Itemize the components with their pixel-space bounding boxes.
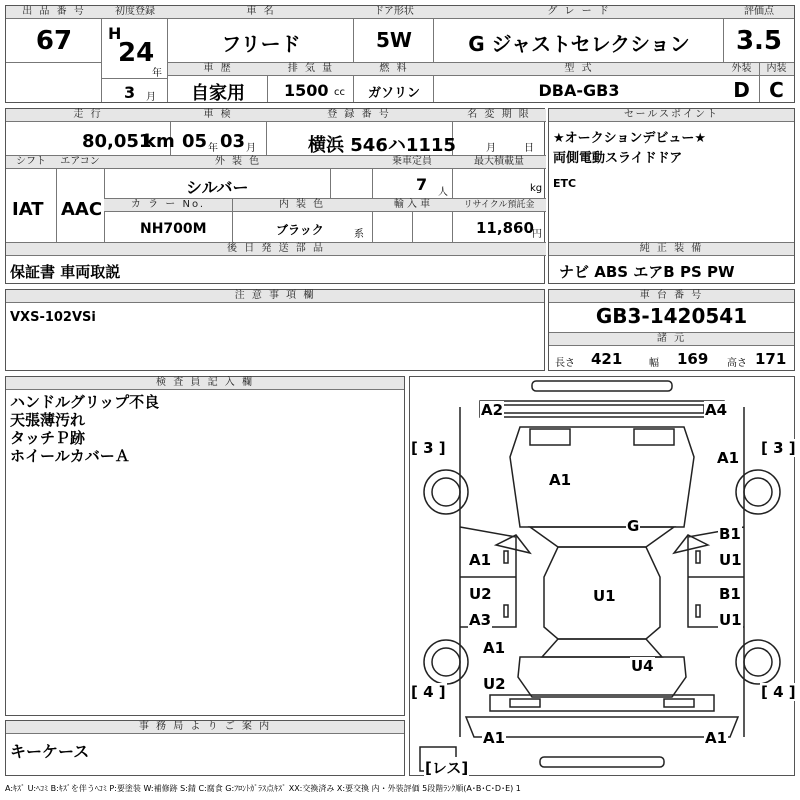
- fuel: ガソリン: [367, 86, 420, 101]
- height-label: 高さ: [727, 358, 747, 369]
- damage-mark-a2-front-left: A2: [481, 401, 504, 419]
- first-registration-cell: [102, 6, 168, 102]
- ext-color: シルバー: [186, 178, 249, 197]
- equipment: ナビ ABS エアB PS PW: [559, 263, 735, 281]
- capacity-unit: 人: [438, 187, 448, 198]
- notes-section: [5, 289, 545, 371]
- office-text: キーケース: [10, 742, 90, 761]
- damage-mark-u4-rear-right: U4: [631, 657, 654, 675]
- inspection-year-unit: 年: [208, 143, 218, 154]
- month-unit: 月: [146, 92, 156, 103]
- fuel-cell: [354, 62, 434, 102]
- load-label: 最大積載量: [452, 156, 546, 169]
- import-label: 輸 入 車: [372, 199, 452, 212]
- reg-month: 3: [124, 83, 136, 102]
- length: 421: [591, 350, 623, 368]
- office-section: [5, 720, 405, 776]
- damage-mark-bracket-right-rear: [ 4 ]: [761, 683, 796, 701]
- int-color-suffix: 系: [354, 229, 364, 240]
- plate-number: 横浜 546ハ1115: [308, 135, 456, 156]
- length-label: 長さ: [555, 358, 575, 369]
- damage-mark-bracket-right-front: [ 3 ]: [761, 439, 796, 457]
- year-unit: 年: [152, 68, 162, 79]
- ac-label: エアコン: [56, 156, 105, 169]
- header-section: [5, 5, 795, 103]
- mileage-unit: km: [144, 131, 175, 152]
- name-change-day: 日: [524, 143, 534, 154]
- color-no-label: カ ラ ー No.: [104, 199, 233, 212]
- width: 169: [677, 350, 709, 368]
- history-label: 車 歴: [168, 63, 268, 76]
- mileage-label: 走 行: [6, 109, 171, 122]
- dims-label: 諸 元: [549, 333, 794, 346]
- model-code: DBA-GB3: [538, 81, 620, 100]
- door-label: ドア形状: [354, 6, 434, 19]
- damage-mark-g-windshield: G: [627, 517, 640, 535]
- air-conditioner: AAC: [61, 199, 103, 220]
- door-type: 5W: [376, 28, 412, 52]
- inspector-label: 検 査 員 記 入 欄: [6, 377, 404, 390]
- damage-mark-b1-right-front-door: B1: [719, 525, 741, 543]
- lot-label: 出 品 番 号: [6, 6, 102, 19]
- ext-grade: D: [733, 78, 750, 102]
- damage-mark-u2-left-rear-door: U2: [469, 585, 492, 603]
- capacity-label: 乗車定員: [372, 156, 453, 169]
- inspector-notes: ハンドルグリップ不良 天張薄汚れ タッチＰ跡 ホイールカバーＡ: [10, 393, 160, 465]
- lot-number: 67: [35, 26, 73, 56]
- equipment-label: 純 正 装 備: [549, 243, 794, 256]
- damage-mark-u1-right-rear-door: U1: [719, 611, 742, 629]
- recycle-label: リサイクル預託金: [452, 199, 546, 212]
- damage-mark-a1-rear-bumper-right: A1: [705, 729, 728, 747]
- grade-label: グ レ ー ド: [434, 6, 724, 19]
- mileage: 80,051: [82, 131, 152, 152]
- height: 171: [755, 350, 787, 368]
- vehicle-info-section: [5, 108, 545, 284]
- notes-text: VXS-102VSi: [10, 310, 96, 325]
- score: 3.5: [735, 26, 783, 56]
- model-cell: [434, 62, 724, 102]
- car-outline-diagram: [410, 377, 794, 775]
- lot-cell: [6, 6, 102, 102]
- load-unit: kg: [530, 183, 543, 194]
- door-cell: [354, 6, 434, 62]
- car-name-label: 車 名: [168, 6, 354, 19]
- office-label: 事 務 局 よ り ご 案 内: [6, 721, 404, 734]
- chassis-label: 車 台 番 号: [549, 290, 794, 303]
- inspection-month-unit: 月: [246, 143, 256, 154]
- shift: IAT: [12, 199, 44, 220]
- sales-point-etc: ETC: [553, 177, 577, 190]
- damage-mark-bracket-left-front: [ 3 ]: [411, 439, 446, 457]
- damage-mark-a3-left-rear-door: A3: [469, 611, 492, 629]
- damage-mark-u1-roof: U1: [593, 587, 616, 605]
- fuel-label: 燃 料: [354, 63, 434, 76]
- damage-mark-bracket-left-rear: [ 4 ]: [411, 683, 446, 701]
- history-cell: [168, 62, 268, 102]
- recycle-fee: 11,860: [476, 219, 534, 237]
- damage-mark-u2-left-rear: U2: [483, 675, 506, 693]
- first-reg-label: 初度登録: [102, 6, 168, 19]
- chassis-number: GB3-1420541: [595, 304, 748, 328]
- displacement-cell: [268, 62, 354, 102]
- damage-mark-b1-right-rear-door: B1: [719, 585, 741, 603]
- int-color: ブラック: [276, 223, 324, 237]
- model-label: 型 式: [434, 63, 724, 76]
- chassis-section: [548, 289, 795, 371]
- damage-mark-a1-rear-bumper-left: A1: [483, 729, 506, 747]
- later-parts: 保証書 車両取説: [10, 263, 121, 281]
- ext-label: 外装: [724, 63, 760, 76]
- era: H: [108, 24, 122, 43]
- inspection-month: 03: [220, 131, 246, 152]
- score-cell: [724, 6, 794, 102]
- inspection-year: 05: [182, 131, 208, 152]
- shift-label: シフト: [6, 156, 57, 169]
- damage-mark-a1-left-quarter: A1: [483, 639, 506, 657]
- displacement-label: 排 気 量: [268, 63, 354, 76]
- displacement: 1500: [284, 81, 329, 100]
- damage-diagram: [409, 376, 795, 776]
- ext-color-label: 外 装 色: [104, 156, 373, 169]
- plate-label: 登 録 番 号: [266, 109, 453, 122]
- score-label: 評価点: [724, 6, 794, 19]
- damage-mark-a1-wheel-fr: A1: [717, 449, 740, 467]
- car-name-cell: [168, 6, 354, 62]
- damage-legend: A:ｷｽﾞ U:ﾍｺﾐ B:ｷｽﾞを伴うﾍｺﾐ P:要塗装 W:補修跡 S:錆 C:腐食 G:ﾌﾛﾝﾄｶﾞﾗｽ点ｷｽﾞ XX:交換済み X:要交換 内・外装評価 5段階ﾗﾝｸ順(A･B･C･D･E) 1: [5, 784, 521, 793]
- name-change-label: 名 変 期 限: [452, 109, 546, 122]
- history: 自家用: [191, 83, 245, 104]
- reg-year: 24: [118, 38, 155, 68]
- damage-mark-a4-front-right: A4: [705, 401, 728, 419]
- inspector-section: [5, 376, 405, 716]
- damage-mark-a1-hood: A1: [549, 471, 572, 489]
- color-number: NH700M: [140, 221, 207, 237]
- grade: G ジャストセレクション: [468, 32, 690, 56]
- displacement-unit: cc: [334, 87, 345, 98]
- recycle-unit: 円: [532, 229, 542, 240]
- damage-mark-u1-right-front-door: U1: [719, 551, 742, 569]
- damage-mark-bracket-les: [レス]: [425, 759, 469, 777]
- car-name: フリード: [221, 32, 301, 56]
- capacity: 7: [416, 175, 428, 194]
- notes-label: 注 意 事 項 欄: [6, 290, 544, 303]
- int-grade: C: [769, 78, 784, 102]
- sales-point-label: セールスポイント: [549, 109, 794, 122]
- sales-point-text: ★オークションデビュー★ 両側電動スライドドア: [553, 131, 707, 166]
- later-parts-label: 後 日 発 送 部 品: [6, 243, 546, 256]
- width-label: 幅: [649, 358, 659, 369]
- grade-cell: [434, 6, 724, 62]
- damage-mark-a1-left-front-door: A1: [469, 551, 492, 569]
- int-color-label: 内 装 色: [232, 199, 372, 212]
- name-change-month: 月: [486, 143, 496, 154]
- int-label: 内装: [759, 63, 794, 76]
- inspection-label: 車 検: [170, 109, 267, 122]
- sales-point-section: [548, 108, 795, 284]
